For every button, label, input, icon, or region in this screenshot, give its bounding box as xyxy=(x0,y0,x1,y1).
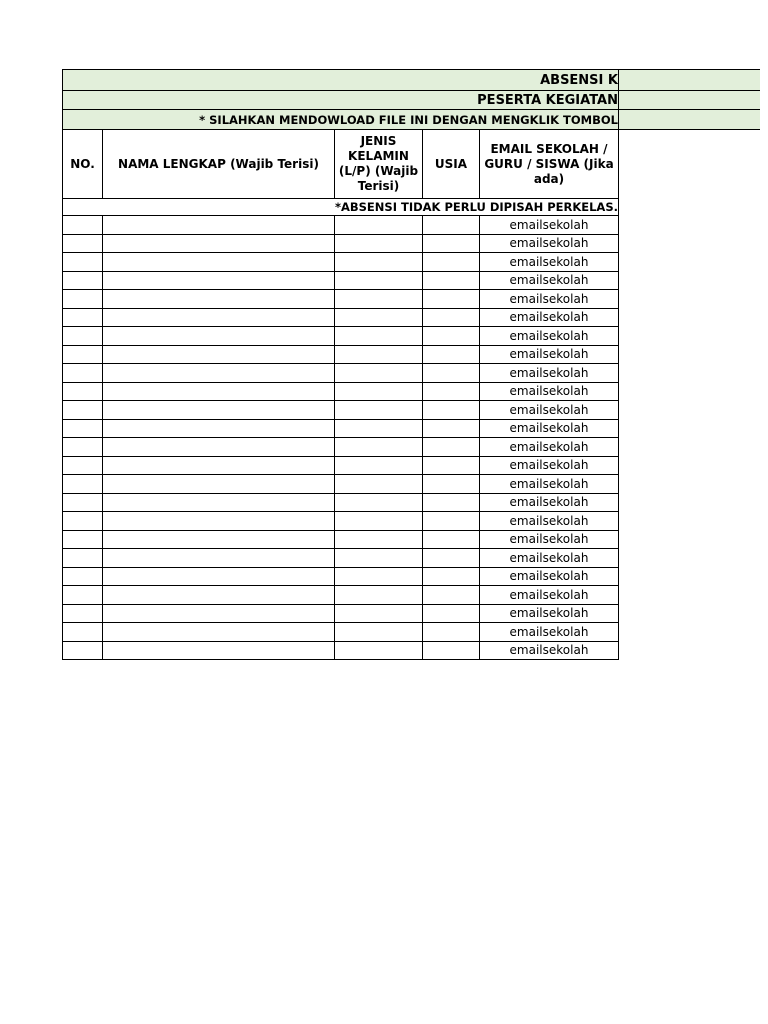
note-row xyxy=(63,199,619,216)
cell-age[interactable] xyxy=(423,567,480,586)
cell-gender[interactable] xyxy=(335,401,423,420)
cell-age[interactable] xyxy=(423,456,480,475)
cell-no[interactable] xyxy=(63,253,103,272)
col-header-gender-text: JENIS KELAMIN (L/P) (Wajib Terisi) xyxy=(338,134,419,193)
cell-gender[interactable] xyxy=(335,234,423,253)
cell-no[interactable] xyxy=(63,512,103,531)
cell-gender[interactable] xyxy=(335,549,423,568)
note-cell[interactable] xyxy=(63,199,619,216)
instruction-text: * SILAHKAN MENDOWLOAD FILE INI DENGAN MENGKLIK TOMBOL xyxy=(199,112,618,127)
cell-no[interactable] xyxy=(63,401,103,420)
cell-gender[interactable] xyxy=(335,345,423,364)
instruction-cell[interactable] xyxy=(63,110,619,129)
cell-email[interactable]: emailsekolah xyxy=(480,308,619,327)
table-row xyxy=(63,641,619,660)
cell-email[interactable]: emailsekolah xyxy=(480,216,619,235)
column-header-row xyxy=(63,130,619,199)
cell-name[interactable] xyxy=(103,604,335,623)
cell-no[interactable] xyxy=(63,604,103,623)
table-row xyxy=(63,438,619,457)
table-row xyxy=(63,308,619,327)
cell-no[interactable] xyxy=(63,456,103,475)
cell-no[interactable] xyxy=(63,382,103,401)
table-row xyxy=(63,456,619,475)
cell-age[interactable] xyxy=(423,530,480,549)
cell-no[interactable] xyxy=(63,567,103,586)
cell-email[interactable]: emailsekolah xyxy=(480,475,619,494)
cell-age[interactable] xyxy=(423,327,480,346)
cell-age[interactable] xyxy=(423,493,480,512)
cell-name[interactable] xyxy=(103,438,335,457)
table-row xyxy=(63,253,619,272)
cell-no[interactable] xyxy=(63,345,103,364)
cell-no[interactable] xyxy=(63,216,103,235)
attendance-table xyxy=(62,129,619,660)
col-header-email[interactable] xyxy=(480,130,619,199)
table-row xyxy=(63,512,619,531)
cell-gender[interactable] xyxy=(335,623,423,642)
cell-email[interactable]: emailsekolah xyxy=(480,253,619,272)
cell-no[interactable] xyxy=(63,271,103,290)
col-header-name-text: NAMA LENGKAP (Wajib Terisi) xyxy=(118,156,319,171)
cell-no[interactable] xyxy=(63,623,103,642)
cell-age[interactable] xyxy=(423,253,480,272)
table-row xyxy=(63,567,619,586)
cell-email[interactable]: emailsekolah xyxy=(480,290,619,309)
cell-email[interactable]: emailsekolah xyxy=(480,549,619,568)
cell-name[interactable] xyxy=(103,364,335,383)
cell-email[interactable]: emailsekolah xyxy=(480,586,619,605)
cell-email[interactable]: emailsekolah xyxy=(480,604,619,623)
col-header-gender[interactable] xyxy=(335,130,423,199)
table-row xyxy=(63,493,619,512)
table-row xyxy=(63,604,619,623)
cell-name[interactable] xyxy=(103,345,335,364)
cell-no[interactable] xyxy=(63,290,103,309)
cell-name[interactable] xyxy=(103,586,335,605)
cell-age[interactable] xyxy=(423,475,480,494)
cell-gender[interactable] xyxy=(335,253,423,272)
cell-age[interactable] xyxy=(423,419,480,438)
col-header-name[interactable] xyxy=(103,130,335,199)
table-row xyxy=(63,216,619,235)
cell-gender[interactable] xyxy=(335,216,423,235)
table-row xyxy=(63,345,619,364)
cell-gender[interactable] xyxy=(335,290,423,309)
cell-age[interactable] xyxy=(423,216,480,235)
cell-name[interactable] xyxy=(103,493,335,512)
cell-gender[interactable] xyxy=(335,382,423,401)
cell-email[interactable]: emailsekolah xyxy=(480,641,619,660)
cell-email[interactable]: emailsekolah xyxy=(480,493,619,512)
col-header-no[interactable] xyxy=(63,130,103,199)
table-row xyxy=(63,382,619,401)
cell-gender[interactable] xyxy=(335,271,423,290)
cell-name[interactable] xyxy=(103,530,335,549)
title-cell-1[interactable] xyxy=(63,70,619,90)
col-header-age[interactable] xyxy=(423,130,480,199)
table-row xyxy=(63,401,619,420)
cell-age[interactable] xyxy=(423,604,480,623)
cell-email[interactable]: emailsekolah xyxy=(480,530,619,549)
cell-name[interactable] xyxy=(103,567,335,586)
cell-email[interactable]: emailsekolah xyxy=(480,438,619,457)
cell-gender[interactable] xyxy=(335,308,423,327)
cell-no[interactable] xyxy=(63,549,103,568)
cell-no[interactable] xyxy=(63,586,103,605)
cell-age[interactable] xyxy=(423,308,480,327)
table-row xyxy=(63,364,619,383)
cell-gender[interactable] xyxy=(335,641,423,660)
title-text-1: ABSENSI K xyxy=(540,72,618,88)
cell-gender[interactable] xyxy=(335,419,423,438)
cell-name[interactable] xyxy=(103,253,335,272)
cell-email[interactable]: emailsekolah xyxy=(480,512,619,531)
table-row xyxy=(63,327,619,346)
table-row xyxy=(63,586,619,605)
table-row xyxy=(63,475,619,494)
title-row-1 xyxy=(62,69,760,91)
cell-name[interactable] xyxy=(103,216,335,235)
cell-age[interactable] xyxy=(423,271,480,290)
cell-name[interactable] xyxy=(103,512,335,531)
table-row xyxy=(63,234,619,253)
table-row xyxy=(63,419,619,438)
cell-no[interactable] xyxy=(63,530,103,549)
title-text-2: PESERTA KEGIATAN xyxy=(477,92,618,108)
cell-age[interactable] xyxy=(423,290,480,309)
cell-email[interactable]: emailsekolah xyxy=(480,345,619,364)
col-header-no-text: NO. xyxy=(70,156,95,171)
cell-no[interactable] xyxy=(63,308,103,327)
cell-no[interactable] xyxy=(63,419,103,438)
cell-email[interactable]: emailsekolah xyxy=(480,567,619,586)
cell-age[interactable] xyxy=(423,438,480,457)
cell-gender[interactable] xyxy=(335,364,423,383)
cell-age[interactable] xyxy=(423,641,480,660)
cell-no[interactable] xyxy=(63,438,103,457)
cell-name[interactable] xyxy=(103,623,335,642)
cell-name[interactable] xyxy=(103,327,335,346)
table-row xyxy=(63,290,619,309)
cell-name[interactable] xyxy=(103,641,335,660)
table-row xyxy=(63,549,619,568)
cell-name[interactable] xyxy=(103,234,335,253)
cell-gender[interactable] xyxy=(335,456,423,475)
cell-age[interactable] xyxy=(423,234,480,253)
cell-gender[interactable] xyxy=(335,475,423,494)
table-row xyxy=(63,530,619,549)
cell-email[interactable]: emailsekolah xyxy=(480,456,619,475)
col-header-email-text: EMAIL SEKOLAH / GURU / SISWA (Jika ada) xyxy=(484,141,614,186)
cell-gender[interactable] xyxy=(335,567,423,586)
cell-gender[interactable] xyxy=(335,438,423,457)
cell-no[interactable] xyxy=(63,364,103,383)
title-cell-2[interactable] xyxy=(63,91,619,109)
title-row-2 xyxy=(62,90,760,110)
cell-gender[interactable] xyxy=(335,586,423,605)
data-rows xyxy=(63,216,619,660)
cell-age[interactable] xyxy=(423,623,480,642)
cell-name[interactable] xyxy=(103,271,335,290)
table-row xyxy=(63,623,619,642)
col-header-age-text: USIA xyxy=(434,156,468,171)
cell-no[interactable] xyxy=(63,493,103,512)
cell-email[interactable]: emailsekolah xyxy=(480,234,619,253)
cell-age[interactable] xyxy=(423,364,480,383)
note-text: *ABSENSI TIDAK PERLU DIPISAH PERKELAS. xyxy=(334,200,618,214)
cell-email[interactable]: emailsekolah xyxy=(480,364,619,383)
cell-email[interactable]: emailsekolah xyxy=(480,419,619,438)
cell-name[interactable] xyxy=(103,401,335,420)
cell-age[interactable] xyxy=(423,549,480,568)
cell-no[interactable] xyxy=(63,327,103,346)
cell-email[interactable]: emailsekolah xyxy=(480,271,619,290)
cell-email[interactable]: emailsekolah xyxy=(480,327,619,346)
cell-name[interactable] xyxy=(103,475,335,494)
cell-gender[interactable] xyxy=(335,493,423,512)
cell-no[interactable] xyxy=(63,641,103,660)
cell-name[interactable] xyxy=(103,308,335,327)
cell-no[interactable] xyxy=(63,234,103,253)
cell-gender[interactable] xyxy=(335,327,423,346)
cell-name[interactable] xyxy=(103,549,335,568)
cell-age[interactable] xyxy=(423,345,480,364)
cell-email[interactable]: emailsekolah xyxy=(480,623,619,642)
cell-age[interactable] xyxy=(423,512,480,531)
cell-age[interactable] xyxy=(423,586,480,605)
cell-email[interactable]: emailsekolah xyxy=(480,401,619,420)
table-row xyxy=(63,271,619,290)
cell-gender[interactable] xyxy=(335,604,423,623)
cell-gender[interactable] xyxy=(335,512,423,531)
cell-age[interactable] xyxy=(423,401,480,420)
instruction-row xyxy=(62,109,760,130)
cell-name[interactable] xyxy=(103,382,335,401)
cell-no[interactable] xyxy=(63,475,103,494)
cell-gender[interactable] xyxy=(335,530,423,549)
cell-name[interactable] xyxy=(103,290,335,309)
cell-age[interactable] xyxy=(423,382,480,401)
cell-name[interactable] xyxy=(103,456,335,475)
cell-name[interactable] xyxy=(103,419,335,438)
cell-email[interactable]: emailsekolah xyxy=(480,382,619,401)
